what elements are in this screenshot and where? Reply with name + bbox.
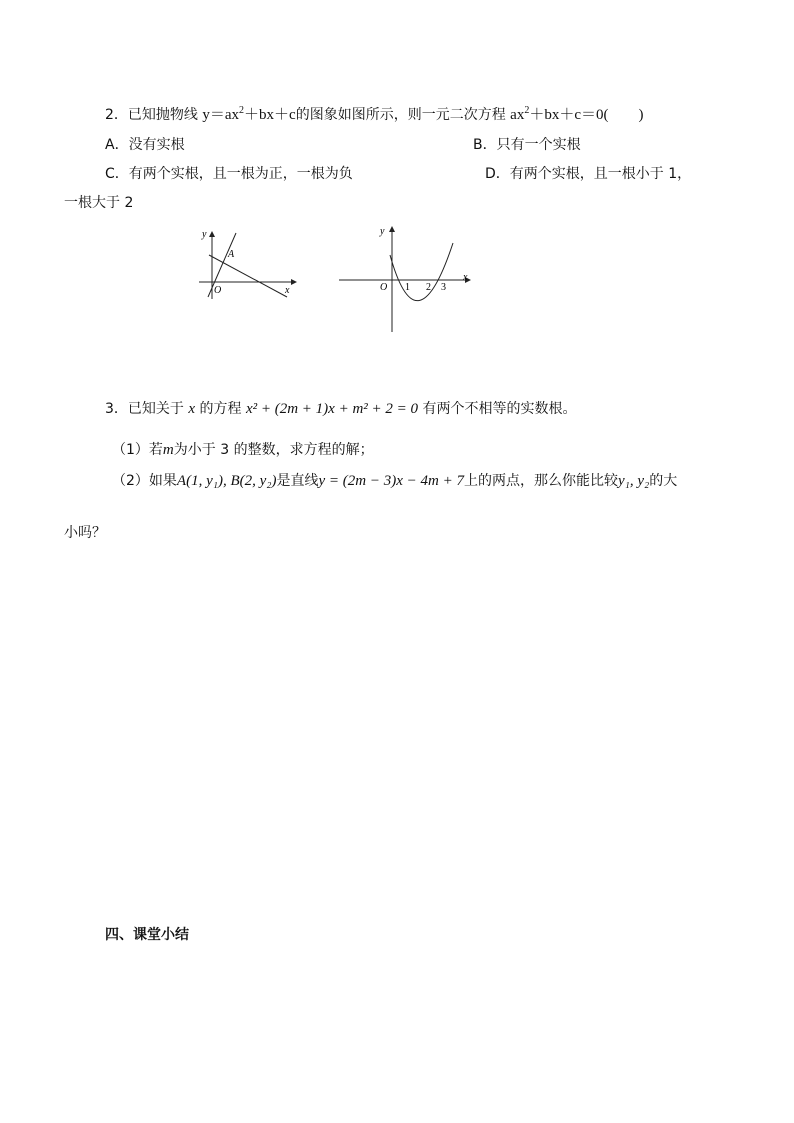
q2-option-d: D．有两个实根，且一根小于 1， <box>485 166 692 182</box>
figure2-x-label: x <box>463 272 468 283</box>
q3-variable-x: x <box>188 401 196 417</box>
q2-number: 2． <box>105 107 128 123</box>
q2-option-c: C．有两个实根，且一根为正，一根为负 <box>105 166 353 182</box>
q3-equation: x² + (2m + 1)x + m² + 2 = 0 <box>245 401 419 417</box>
figure2-y-label: y <box>380 226 385 237</box>
q3-part1-text-b: 为小于 3 的整数，求方程的解； <box>173 442 374 458</box>
q3-part2-text-d: 的大 <box>649 473 678 489</box>
figure2-y-arrow <box>389 226 395 232</box>
figure-parabola <box>335 222 480 337</box>
q3-part2-line-equation: y = (2m − 3)x − 4m + 7 <box>318 473 464 489</box>
figure-lines <box>195 225 305 305</box>
q3-part1-m: m <box>162 442 174 458</box>
q3-part1-text-a: （1）若 <box>112 442 163 458</box>
q2-option-d-continued: 一根大于 2 <box>64 195 134 211</box>
q3-text-3: 有两个不相等的实数根。 <box>422 401 577 417</box>
q3-part2-points: A(1, y₁), B(2, y₂) <box>176 473 277 489</box>
q2-option-a: A．没有实根 <box>105 137 185 153</box>
q3-number-text: 3． <box>105 401 128 417</box>
q3-part2-ys: y₁, y₂ <box>617 473 650 489</box>
q2-stem <box>105 105 644 125</box>
figure1-y-arrow <box>209 231 215 237</box>
q2-equation-2: $ax^2+bx+c=0$( ) <box>510 105 644 123</box>
figure1-x-arrow <box>291 279 297 285</box>
figure2-tick-3: 3 <box>441 282 446 293</box>
figure1-point-a-label: A <box>228 249 235 260</box>
q2-option-b: B．只有一个实根 <box>473 137 581 153</box>
figure2-tick-1: 1 <box>405 282 410 293</box>
q3-text-1: 已知关于 <box>127 401 184 417</box>
section-4-title: 四、课堂小结 <box>105 927 189 943</box>
figure1-origin-label: O <box>214 285 222 296</box>
q2-text-b: 的图象如图所示，则一元二次方程 <box>295 107 506 123</box>
q3-part-2 <box>112 471 677 491</box>
q3-part2-text-b: 是直线 <box>276 473 319 489</box>
figure1-y-label: y <box>202 229 207 240</box>
figure2-origin-label: O <box>380 282 388 293</box>
q3-stem <box>105 399 576 419</box>
q3-text-2: 的方程 <box>199 401 242 417</box>
q3-part-1 <box>112 440 374 460</box>
q3-part-2-continued: 小吗？ <box>64 525 106 541</box>
q3-part2-text-c: 上的两点，那么你能比较 <box>463 473 618 489</box>
q2-equation-1: $y=ax^2+bx+c$ <box>202 105 296 123</box>
figure2-tick-2: 2 <box>426 282 431 293</box>
q3-part2-text-a: （2）如果 <box>112 473 177 489</box>
figure1-x-label: x <box>285 285 290 296</box>
q2-text-a: 已知抛物线 <box>127 107 198 123</box>
